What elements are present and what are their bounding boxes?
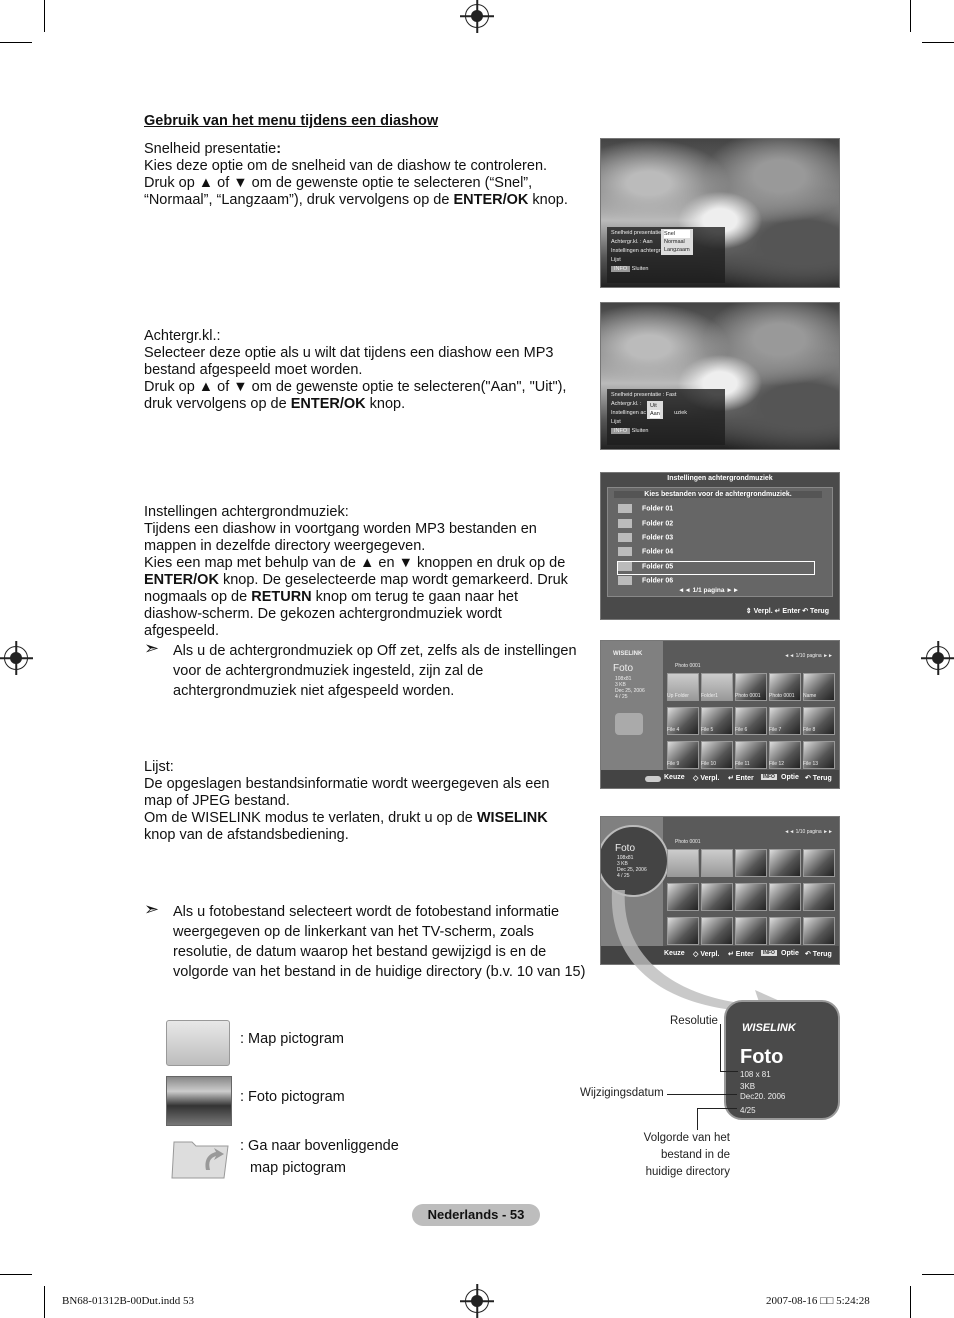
menu-item: Achtergr.kl. : Aan xyxy=(611,239,653,245)
folder-icon xyxy=(618,533,632,542)
thumb-label: File 4 xyxy=(667,727,680,733)
info-key: INFO xyxy=(763,950,775,956)
folder-label: Folder 04 xyxy=(642,548,674,556)
mode-title: Foto xyxy=(615,843,636,854)
menu-item: Snelheid presentatie : Fast xyxy=(611,392,677,398)
crop-mark xyxy=(44,0,45,32)
slideshow-menu xyxy=(607,389,725,445)
page-indicator: ◄◄ 1/1 pagina ►► xyxy=(678,587,740,594)
folder-label: Folder 01 xyxy=(642,505,674,513)
label-line: bestand in de xyxy=(660,1149,730,1161)
folder-icon xyxy=(618,576,632,585)
enter-ok-key: ENTER/OK xyxy=(144,572,219,588)
crop-mark xyxy=(0,1274,32,1275)
note-arrow-icon: ➣ xyxy=(144,638,160,658)
legend-map: : Map pictogram xyxy=(240,1031,344,1047)
legend-up: : Ga naar bovenliggende xyxy=(240,1138,399,1154)
crop-mark xyxy=(0,42,32,43)
folder-icon xyxy=(618,547,632,556)
info-order: 4 / 25 xyxy=(615,694,628,700)
slug-left: BN68-01312B-00Dut.indd 53 xyxy=(62,1295,194,1307)
info-key: INFO xyxy=(763,774,775,780)
option: Normaal xyxy=(664,239,685,245)
music-line2 xyxy=(144,555,574,640)
registration-mark-icon xyxy=(465,1289,489,1313)
folder-label: Folder 03 xyxy=(642,534,674,542)
speed-line2-end: knop. xyxy=(528,192,568,208)
callout-title: Foto xyxy=(740,1046,784,1068)
folder-row[interactable] xyxy=(618,504,814,516)
section-speed xyxy=(144,141,589,209)
footer-terug: ↶ Terug xyxy=(805,951,832,958)
footer-enter: ↵ Enter xyxy=(728,951,754,958)
thumb-label: Folder1 xyxy=(701,693,718,699)
folder-label: Folder 06 xyxy=(642,577,674,585)
brand-logo: WISELINK xyxy=(613,651,643,657)
page-number: Nederlands - 53 xyxy=(412,1204,540,1226)
option: Uit xyxy=(650,403,657,409)
thumb-label: Photo 0001 xyxy=(735,693,761,699)
folder-icon xyxy=(618,504,632,513)
thumbnail[interactable] xyxy=(769,849,801,877)
mode-title: Foto xyxy=(613,663,634,674)
footer-keuze: Keuze xyxy=(664,774,685,781)
registration-mark-icon xyxy=(926,646,950,670)
music-line2-e: knop om terug te gaan naar het diashow-scherm. De gekozen achtergrondmuziek wordt afgespeeld. xyxy=(144,589,519,639)
speed-line1: Kies deze optie om de snelheid van de diashow te controleren. xyxy=(144,158,548,174)
folder-icon xyxy=(618,562,632,571)
thumb-label: File 12 xyxy=(769,761,785,767)
music-line2-c: knop. De geselecteerde map wordt gemarkeerd. Druk nogmaals op de xyxy=(144,572,568,605)
info-key: INFO xyxy=(611,266,630,272)
menu-footer xyxy=(611,427,721,436)
callout-date: Dec20. 2006 xyxy=(740,1092,786,1101)
leader-line xyxy=(697,1108,737,1109)
footer-verpl: ◇ Verpl. xyxy=(693,951,720,958)
zoom-arrow-icon xyxy=(600,880,820,1020)
folder-path: Photo 0001 xyxy=(675,663,701,669)
thumb-label: Photo 0001 xyxy=(769,693,795,699)
bgm-line2-end: knop. xyxy=(365,396,406,412)
info-resolution: 108x81 xyxy=(615,676,632,682)
music-title: Instellingen achtergrondmuziek: xyxy=(144,504,349,520)
crop-mark xyxy=(922,42,954,43)
menu-item: Lijst xyxy=(611,257,621,263)
thumb-label: File 10 xyxy=(701,761,717,767)
leader-line xyxy=(697,1108,698,1130)
thumb-label: File 8 xyxy=(803,727,816,733)
music-line1: Tijdens een diashow in voortgang worden MP3 bestanden en mappen in dezelfde directory weergegeven. xyxy=(144,521,537,554)
info-date: Dec 25, 2006 xyxy=(617,867,647,873)
label-wijzigingsdatum: Wijzigingsdatum xyxy=(580,1087,664,1099)
close-label: Sluiten xyxy=(631,266,649,272)
speed-options xyxy=(661,229,693,255)
footer-optie: Optie xyxy=(781,774,799,781)
option: Langzaam xyxy=(664,247,690,253)
info-size: 3 KB xyxy=(617,861,628,867)
list-line2-a: Om de WISELINK modus te verlaten, drukt u op de xyxy=(144,810,477,826)
speed-title: Snelheid presentatie xyxy=(144,141,277,157)
up-folder-icon xyxy=(170,1134,232,1180)
label-line: Volgorde van het xyxy=(643,1132,730,1144)
thumbnail[interactable] xyxy=(735,849,767,877)
crop-mark xyxy=(922,1274,954,1275)
thumb-label: Name xyxy=(803,693,817,699)
screenshot-speed-menu xyxy=(600,138,840,288)
camera-icon xyxy=(615,713,643,735)
menu-item: Lijst xyxy=(611,419,621,425)
info-resolution: 108x81 xyxy=(617,855,634,861)
thumbnail[interactable] xyxy=(803,849,835,877)
thumbnail[interactable] xyxy=(667,849,699,877)
footer-keuze: Keuze xyxy=(664,950,685,957)
callout-order: 4/25 xyxy=(740,1106,756,1115)
list-line2 xyxy=(144,810,574,844)
thumb-label: Up Folder xyxy=(667,693,689,699)
slug-right: 2007-08-16 □□ 5:24:28 xyxy=(766,1295,870,1307)
menu-item-suffix: uziek xyxy=(674,410,688,416)
brand-logo: WISELINK xyxy=(742,1022,796,1034)
menu-item: Achtergr.kl. : xyxy=(611,401,642,407)
thumb-label: File 9 xyxy=(667,761,680,767)
speed-colon: : xyxy=(276,141,282,157)
enter-ok-key: ENTER/OK xyxy=(453,192,529,208)
wiselink-key: WISELINK xyxy=(476,810,548,826)
thumb-label: File 13 xyxy=(803,761,819,767)
crop-mark xyxy=(910,1286,911,1318)
info-order: 4 / 25 xyxy=(617,873,630,879)
section-list xyxy=(144,759,574,844)
option: Snel xyxy=(664,230,690,238)
enter-ok-key: ENTER/OK xyxy=(290,396,366,412)
thumbnail-grid xyxy=(667,669,833,766)
list-title: Lijst: xyxy=(144,759,174,775)
dialog-body xyxy=(607,487,833,597)
folder-label: Folder 05 xyxy=(642,563,674,571)
footer-verpl: ◇ Verpl. xyxy=(693,775,720,782)
folder-icon xyxy=(166,1020,230,1066)
photo-icon xyxy=(166,1076,232,1126)
close-label: Sluiten xyxy=(631,428,649,434)
crop-mark xyxy=(44,1286,45,1318)
speed-line2 xyxy=(144,175,589,209)
thumb-label: File 11 xyxy=(735,761,750,767)
folder-icon xyxy=(618,519,632,528)
menu-item-text: Instellingen ac xyxy=(611,410,647,416)
pager: ◄◄ 1/10 pagina ►► xyxy=(784,829,833,835)
label-line: huidige directory xyxy=(645,1166,730,1178)
bgm-options xyxy=(647,401,663,419)
thumb-label: File 7 xyxy=(769,727,782,733)
info-callout xyxy=(724,1000,840,1120)
list-line1: De opgeslagen bestandsinformatie wordt weergegeven als een map of JPEG bestand. xyxy=(144,776,550,809)
screenshot-wiselink-list xyxy=(600,640,840,789)
folder-row[interactable] xyxy=(618,547,814,559)
thumb-label: File 6 xyxy=(735,727,748,733)
thumb-label: File 5 xyxy=(701,727,714,733)
section-music-settings xyxy=(144,504,574,640)
dialog-footer: ⇕ Verpl. ↵ Enter ↶ Terug xyxy=(745,608,829,615)
bgm-title: Achtergr.kl.: xyxy=(144,328,221,344)
list-line2-c: knop van de afstandsbediening. xyxy=(144,827,349,843)
pager: ◄◄ 1/10 pagina ►► xyxy=(784,653,833,659)
footer-enter: ↵ Enter xyxy=(728,775,754,782)
dialog-subtitle: Kies bestanden voor de achtergrondmuziek. xyxy=(614,491,822,498)
info-size: 3 KB xyxy=(615,682,626,688)
menu-footer xyxy=(611,265,721,274)
wiselink-sidebar xyxy=(601,641,663,770)
section-background-music xyxy=(144,328,589,413)
legend-foto: : Foto pictogram xyxy=(240,1089,345,1105)
music-note: Als u de achtergrondmuziek op Off zet, zelfs als de instellingen voor de achtergrondmuziek ingesteld, zijn zal de achtergrondmuziek niet afgespeeld worden. xyxy=(173,643,577,699)
speed-line2-text: Druk op ▲ of ▼ om de gewenste optie te selecteren (“Snel”, “Normaal”, “Langzaam”), druk vervolgens op de xyxy=(144,175,533,208)
folder-row[interactable] xyxy=(618,533,814,545)
label-volgorde xyxy=(632,1130,730,1181)
music-line2-a: Kies een map met behulp van de ▲ en ▼ knoppen en druk op de xyxy=(144,555,566,571)
section-heading: Gebruik van het menu tijdens een diashow xyxy=(144,113,439,129)
wiselink-footer xyxy=(601,770,839,788)
note-arrow-icon: ➣ xyxy=(144,899,160,919)
option: Aan xyxy=(650,411,660,417)
callout-size: 3KB xyxy=(740,1082,756,1091)
leader-line xyxy=(720,1071,738,1072)
thumbnail[interactable] xyxy=(701,849,733,877)
dialog-title: Instellingen achtergrondmuziek xyxy=(667,475,773,482)
leader-line xyxy=(667,1094,737,1095)
bgm-line2 xyxy=(144,379,589,413)
return-key: RETURN xyxy=(251,589,312,605)
bgm-line1: Selecteer deze optie als u wilt dat tijdens een diashow een MP3 bestand afgespeeld moet worden. xyxy=(144,345,554,378)
leader-line xyxy=(720,1024,721,1071)
select-key xyxy=(645,776,661,782)
menu-item: Snelheid presentatie xyxy=(611,230,662,236)
registration-mark-icon xyxy=(465,4,489,28)
info-date: Dec 25, 2006 xyxy=(615,688,645,694)
screenshot-bgm-menu xyxy=(600,302,840,450)
footer-terug: ↶ Terug xyxy=(805,775,832,782)
menu-item: Instellingen achtergr xyxy=(611,248,661,254)
folder-row[interactable] xyxy=(618,519,814,531)
bgm-line2-text: Druk op ▲ of ▼ om de gewenste optie te selecteren("Aan", "Uit"), druk vervolgens op de xyxy=(144,379,567,412)
folder-path: Photo 0001 xyxy=(675,839,701,845)
folder-label: Folder 02 xyxy=(642,520,674,528)
label-resolutie: Resolutie xyxy=(670,1015,718,1027)
callout-resolution: 108 x 81 xyxy=(740,1070,771,1079)
legend-up-line2: map pictogram xyxy=(250,1160,346,1176)
folder-row-selected[interactable] xyxy=(618,562,814,574)
footer-optie: Optie xyxy=(781,950,799,957)
menu-item xyxy=(611,409,721,418)
screenshot-music-settings xyxy=(600,472,840,620)
crop-mark xyxy=(910,0,911,32)
list-note: Als u fotobestand selecteert wordt de fotobestand informatie weergegeven op de linkerkant van het TV-scherm, zoals resolutie, de datum waarop het bestand gewijzigd is en de volgorde van het bestand in de huidige directory (b.v. 10 van 15) xyxy=(173,904,586,980)
registration-mark-icon xyxy=(4,646,28,670)
info-key: INFO xyxy=(611,428,630,434)
